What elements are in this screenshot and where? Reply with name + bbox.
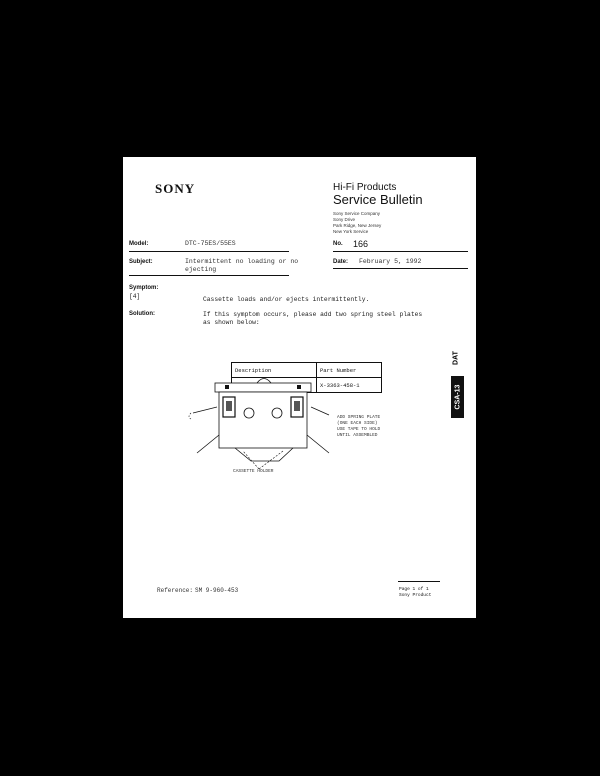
solution-text: If this symptom occurs, please add two spring steel plates	[203, 311, 423, 318]
sony-logo: SONY	[155, 181, 196, 196]
reference-label: Reference:	[157, 587, 194, 594]
callout-text: ADD SPRING PLATE	[337, 415, 381, 420]
date-rule	[333, 268, 468, 269]
number-rule	[333, 251, 468, 252]
solution-label: Solution:	[129, 311, 155, 317]
service-bulletin-title: Service Bulletin	[333, 192, 423, 207]
model-value: DTC-75ES/55ES	[185, 240, 236, 247]
subject-rule	[129, 275, 289, 276]
symptom-code: [4]	[129, 293, 141, 300]
callout-text: UNTIL ASSEMBLED	[337, 433, 378, 438]
subject-label: Subject:	[129, 259, 153, 265]
model-label: Model:	[129, 241, 149, 247]
model-rule	[129, 251, 289, 252]
table-header: Part Number	[317, 363, 382, 378]
footer-rule	[398, 581, 440, 582]
subject-value: Intermittent no loading or no	[185, 258, 299, 265]
footer-right: Page 1 of 1	[399, 587, 429, 592]
symptom-text: Cassette loads and/or ejects intermittently.	[203, 296, 370, 303]
address-line: Park Ridge, New Jersey	[333, 223, 382, 228]
table-cell: X-3363-458-1	[317, 378, 382, 393]
bulletin-page	[123, 157, 476, 618]
division-title: Hi-Fi Products	[333, 182, 397, 193]
mechanism-diagram	[187, 373, 337, 473]
callout-text: (ONE EACH SIDE)	[337, 421, 378, 426]
bulletin-number: 166	[353, 239, 369, 249]
symptom-label: Symptom:	[129, 285, 159, 291]
date-value: February 5, 1992	[359, 258, 422, 265]
address-line: Sony Drive	[333, 217, 356, 222]
code-tab: CSA-13	[450, 375, 465, 419]
footer-right-2: Sony Product	[399, 593, 432, 598]
number-label: No.	[333, 241, 343, 247]
address-line: Sony Service Company	[333, 211, 381, 216]
date-label: Date:	[333, 259, 349, 265]
category-tab: DAT	[449, 345, 463, 371]
callout-text: USE TAPE TO HOLD	[337, 427, 381, 432]
address-line: New York Service	[333, 229, 369, 234]
solution-text-2: as shown below:	[203, 319, 260, 326]
subject-value-2: ejecting	[185, 266, 217, 273]
callout-text-bottom: CASSETTE HOLDER	[233, 469, 274, 474]
reference-value: SM 9-960-453	[195, 587, 239, 594]
table-header: Description	[232, 363, 317, 378]
